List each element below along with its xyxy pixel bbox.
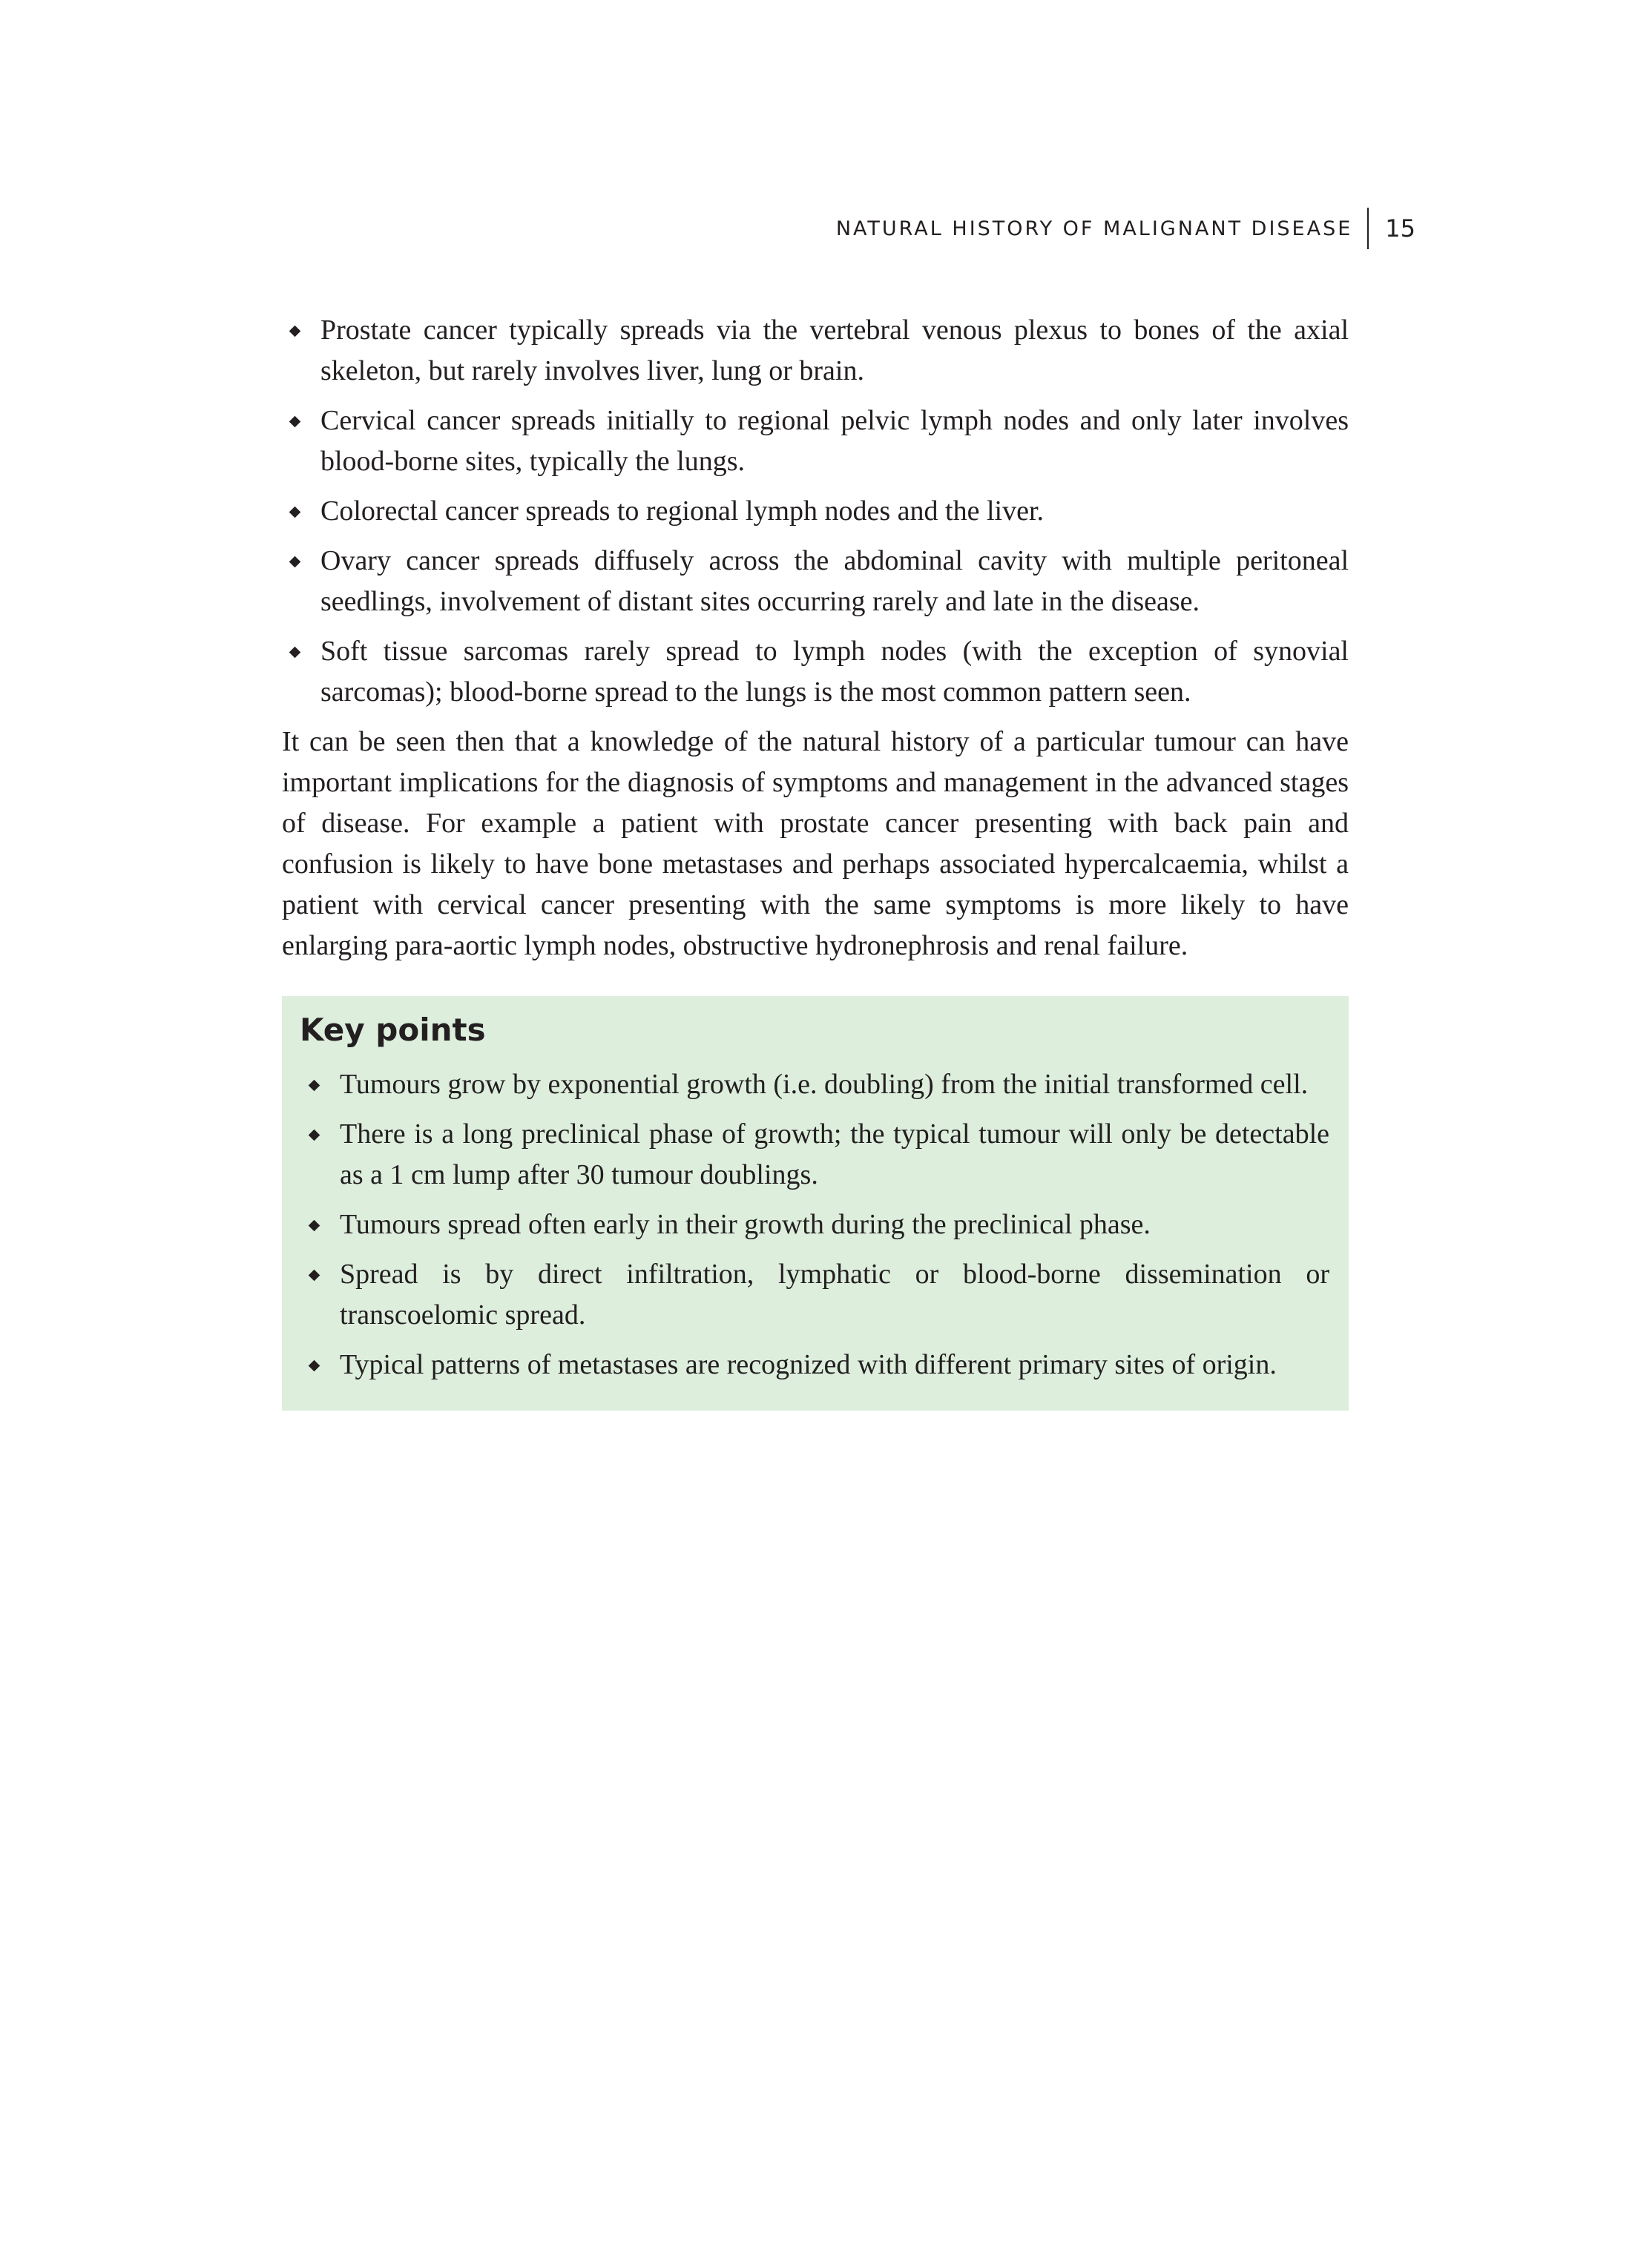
- list-item-text: There is a long preclinical phase of growth; the typical tumour will only be detectable as a 1 cm lump after 30 tumour doublings.: [340, 1118, 1329, 1190]
- list-item-text: Soft tissue sarcomas rarely spread to lymph nodes (with the exception of synovial sarcomas); blood-borne spread to the lungs is the most common pattern seen.: [320, 636, 1349, 708]
- key-points-list: [300, 1064, 1329, 1385]
- list-item-text: Tumours spread often early in their growth during the preclinical phase.: [340, 1209, 1151, 1240]
- diamond-bullet-icon: [289, 326, 301, 337]
- diamond-bullet-icon: [309, 1360, 320, 1372]
- list-item-text: Tumours grow by exponential growth (i.e. doubling) from the initial transformed cell.: [340, 1069, 1309, 1100]
- diamond-bullet-icon: [289, 647, 301, 659]
- list-item-text: Colorectal cancer spreads to regional lymph nodes and the liver.: [320, 495, 1045, 527]
- page-body: [282, 310, 1349, 1411]
- diamond-bullet-icon: [309, 1130, 320, 1141]
- list-item-text: Ovary cancer spreads diffusely across the abdominal cavity with multiple peritoneal seedlings, involvement of distant sites occurring rarely and late in the disease.: [320, 545, 1349, 617]
- key-points-title: Key points: [300, 1012, 486, 1048]
- list-item: [300, 1114, 1329, 1196]
- running-header-title: NATURAL HISTORY OF MALIGNANT DISEASE: [835, 217, 1353, 240]
- diamond-bullet-icon: [309, 1270, 320, 1282]
- running-header: [836, 208, 1415, 249]
- list-item: [282, 400, 1349, 482]
- body-paragraph: It can be seen then that a knowledge of the natural history of a particular tumour can have important implications for the diagnosis of symptoms and management in the advanced stages of disease. For example a patient with prostate cancer presenting with back pain and confusion is likely to have bone metastases and perhaps associated hypercalcaemia, whilst a patient with cervical cancer presenting with the same symptoms is more likely to have enlarging para-aortic lymph nodes, obstructive hydronephrosis and renal failure.: [282, 726, 1349, 961]
- page-number: 15: [1385, 214, 1415, 243]
- diamond-bullet-icon: [289, 416, 301, 428]
- list-item: [300, 1254, 1329, 1336]
- list-item-text: Prostate cancer typically spreads via the vertebral venous plexus to bones of the axial skeleton, but rarely involves liver, lung or brain.: [320, 314, 1349, 386]
- list-item: [300, 1204, 1329, 1245]
- list-item: [282, 631, 1349, 713]
- list-item-text: Cervical cancer spreads initially to regional pelvic lymph nodes and only later involves blood-borne sites, typically the lungs.: [320, 405, 1349, 477]
- list-item-text: Typical patterns of metastases are recognized with different primary sites of origin.: [340, 1349, 1277, 1380]
- list-item: [282, 491, 1349, 532]
- list-item-text: Spread is by direct infiltration, lymphatic or blood-borne dissemination or transcoelomic spread.: [340, 1259, 1329, 1331]
- diamond-bullet-icon: [289, 507, 301, 518]
- diamond-bullet-icon: [289, 556, 301, 568]
- list-item: [300, 1064, 1329, 1105]
- list-item: [300, 1345, 1329, 1385]
- diamond-bullet-icon: [309, 1080, 320, 1092]
- diamond-bullet-icon: [309, 1220, 320, 1232]
- key-points-box: [282, 996, 1349, 1411]
- metastasis-pattern-list: [282, 310, 1349, 713]
- list-item: [282, 541, 1349, 622]
- list-item: [282, 310, 1349, 392]
